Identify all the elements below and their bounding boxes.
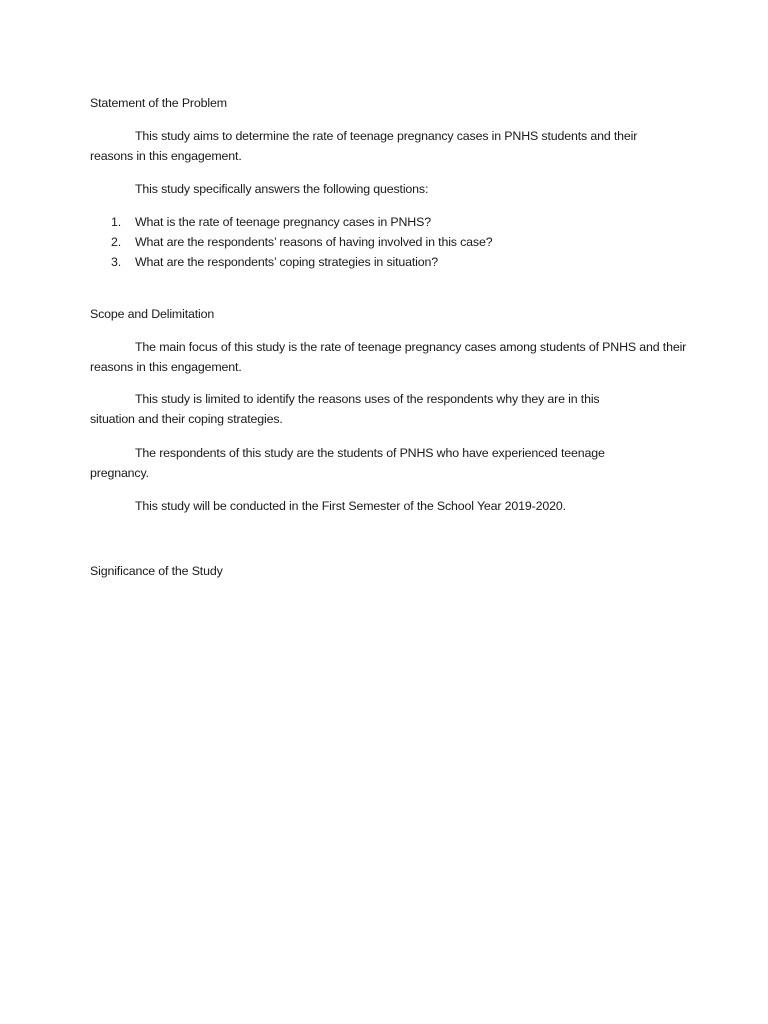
list-item-number: 1. [111,215,122,229]
list-item-text: What are the respondents’ coping strategies in situation? [135,255,439,269]
questions-list [90,212,690,272]
statement-paragraph-1: This study aims to determine the rate of teenage pregnancy cases in PNHS students and their reasons in this engagement. [90,129,638,163]
list-item-text: What is the rate of teenage pregnancy cases in PNHS? [135,215,431,229]
heading-scope-and-delimitation: Scope and Delimitation [90,307,215,321]
statement-paragraph-2: This study specifically answers the following questions: [135,182,429,196]
list-item [90,232,690,252]
scope-paragraph-2: This study is limited to identify the reasons uses of the respondents why they are in this situation and their coping strategies. [90,392,600,426]
heading-significance-of-the-study: Significance of the Study [90,564,223,578]
scope-paragraph-1: The main focus of this study is the rate of teenage pregnancy cases among students of PNHS and their reasons in this engagement. [90,340,687,374]
scope-paragraph-4: This study will be conducted in the First Semester of the School Year 2019-2020. [135,499,566,513]
list-item-number: 2. [111,235,122,249]
heading-statement-of-the-problem: Statement of the Problem [90,96,227,110]
list-item-number: 3. [111,255,122,269]
list-item-text: What are the respondents’ reasons of having involved in this case? [135,235,493,249]
scope-paragraph-3: The respondents of this study are the students of PNHS who have experienced teenage pregnancy. [90,446,605,480]
list-item [90,212,690,232]
list-item [90,252,690,272]
